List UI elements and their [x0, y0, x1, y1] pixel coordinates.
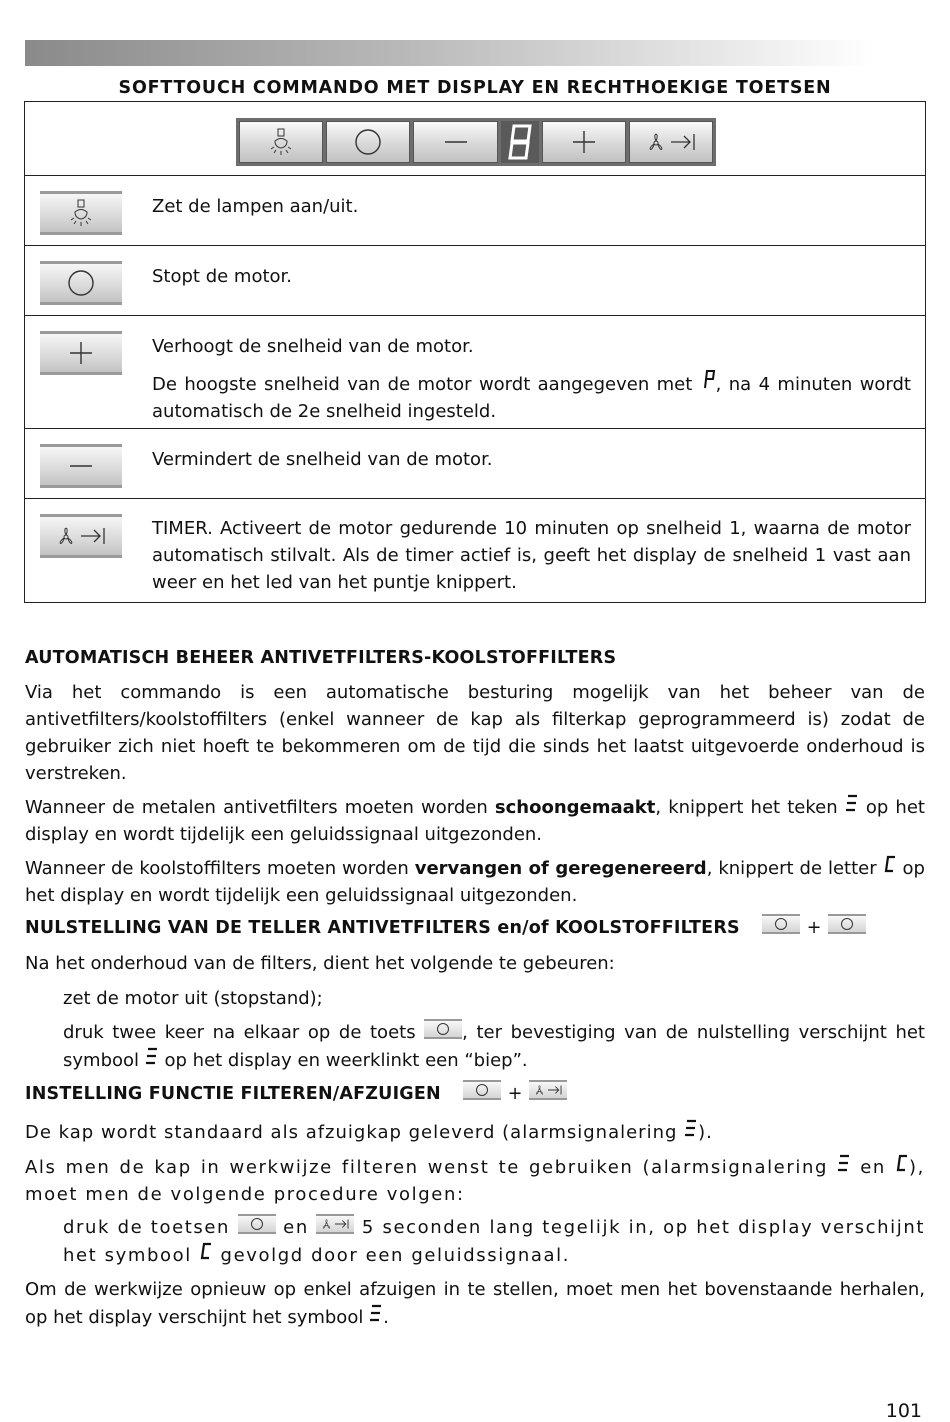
table-row-plus — [25, 315, 925, 428]
auto-filter-heading: AUTOMATISCH BEHEER ANTIVETFILTERS-KOOLSTOFFILTERS — [25, 648, 617, 668]
text: Als men de kap in werkwijze filteren wenst te gebruiken (alarmsignalering — [25, 1157, 828, 1178]
heading-text: KOOLSTOFFILTERS — [555, 918, 740, 938]
mode-step — [63, 1214, 925, 1269]
plus-key — [40, 331, 122, 375]
text-bold: schoongemaakt — [494, 797, 656, 818]
segment-8-icon — [507, 123, 533, 161]
reset-heading — [25, 918, 866, 938]
minus-icon — [66, 451, 96, 481]
minus-icon — [441, 127, 471, 157]
grease-filter-symbol-icon — [145, 1046, 159, 1066]
stop-key-mini — [463, 1080, 501, 1100]
text: druk de toetsen — [63, 1217, 231, 1238]
reset-step-1: zet de motor uit (stopstand); — [63, 988, 323, 1009]
circle-icon — [66, 268, 96, 298]
text: ). — [698, 1122, 713, 1143]
row-description — [152, 333, 911, 425]
stop-key-mini — [424, 1019, 462, 1039]
fan-timer-icon — [51, 522, 111, 550]
stop-key — [40, 261, 122, 305]
text: Wanneer de metalen antivetfilters moeten worden — [25, 797, 495, 818]
carbon-filter-symbol-icon — [199, 1241, 213, 1261]
fan-timer-icon — [641, 128, 701, 156]
row-description: Zet de lampen aan/uit. — [152, 196, 359, 217]
mode-paragraph-3 — [25, 1276, 925, 1331]
minus-key — [40, 444, 122, 488]
segment-p-icon — [700, 368, 716, 390]
lamp-key — [40, 191, 122, 235]
text: gevolgd door een geluidssignaal. — [220, 1245, 571, 1266]
heading-text: en/of — [491, 918, 556, 938]
text: , knippert de letter — [706, 858, 877, 879]
stop-key-mini — [238, 1214, 276, 1234]
description-line — [152, 368, 911, 425]
timer-key-mini — [316, 1214, 354, 1234]
lamp-icon — [68, 198, 94, 228]
text: , knippert het teken — [655, 797, 838, 818]
text: druk twee keer na elkaar op de toets — [63, 1022, 416, 1043]
reset-intro: Na het onderhoud van de filters, dient het volgende te gebeuren: — [25, 953, 615, 974]
text: Wanneer de koolstoffilters moeten worden — [25, 858, 415, 879]
text: Om de werkwijze opnieuw op enkel afzuigen in te stellen, moet men het bovenstaande herhalen, op het display verschijnt het symbool — [25, 1279, 925, 1328]
circle-icon — [774, 917, 788, 931]
heading-text: NULSTELLING VAN DE TELLER ANTIVETFILTERS — [25, 918, 492, 938]
plus-sign: + — [507, 1084, 523, 1104]
table-row-minus — [25, 428, 925, 498]
description-text: De hoogste snelheid van de motor wordt aangegeven met — [152, 374, 693, 395]
header-gradient-bar — [25, 40, 875, 66]
panel-lamp-key — [239, 121, 323, 163]
fan-timer-icon — [318, 1216, 352, 1232]
text: . — [383, 1307, 389, 1328]
plus-sign: + — [806, 918, 822, 938]
control-panel-row — [25, 102, 925, 175]
mode-heading — [25, 1084, 567, 1104]
table-row-timer — [25, 498, 925, 602]
plus-icon — [66, 338, 96, 368]
grease-filter-symbol-icon — [684, 1118, 698, 1138]
circle-icon — [840, 917, 854, 931]
section-title: SOFTTOUCH COMMANDO MET DISPLAY EN RECHTHOEKIGE TOETSEN — [118, 78, 832, 98]
text: op het display en weerklinkt een “biep”. — [164, 1050, 528, 1071]
row-description: TIMER. Activeert de motor gedurende 10 minuten op snelheid 1, waarna de motor automatisch stilvalt. Als de timer actief is, geeft het display de snelheid 1 vast aan weer en het led van het puntje knippert. — [152, 518, 911, 593]
heading-text: INSTELLING FUNCTIE FILTEREN/AFZUIGEN — [25, 1084, 441, 1104]
stop-key-mini — [762, 914, 800, 934]
control-panel-illustration — [236, 118, 716, 166]
timer-key — [40, 514, 122, 558]
panel-plus-key — [542, 121, 626, 163]
lamp-icon — [268, 127, 294, 157]
auto-paragraph-1: Via het commando is een automatische besturing mogelijk van het beheer van de antivetfilters/koolstoffilters (enkel wanneer de kap als filterkap geprogrammeerd is) zodat de gebruiker zich niet hoeft te bekommeren om de tijd die sinds het laatst uitgevoerde onderhoud is verstreken. — [25, 682, 925, 784]
carbon-filter-symbol-icon — [883, 854, 897, 874]
carbon-filter-symbol-icon — [895, 1153, 909, 1173]
mode-paragraph-1 — [25, 1118, 925, 1146]
controls-table — [24, 101, 926, 603]
text: De kap wordt standaard als afzuigkap geleverd (alarmsignalering — [25, 1122, 678, 1143]
text: ), moet men de volgende procedure volgen: — [25, 1157, 925, 1205]
reset-step-2 — [63, 1019, 925, 1074]
table-row-lamp — [25, 175, 925, 245]
text: en — [860, 1157, 886, 1178]
table-row-stop — [25, 245, 925, 315]
panel-stop-key — [326, 121, 410, 163]
circle-icon — [436, 1022, 450, 1036]
description-text: , na 4 minuten wordt automatisch de 2e snelheid ingesteld. — [152, 374, 911, 422]
auto-paragraph-3 — [25, 854, 925, 909]
grease-filter-symbol-icon — [845, 793, 859, 813]
circle-icon — [250, 1217, 264, 1231]
plus-icon — [569, 127, 599, 157]
panel-seven-segment-display — [501, 121, 539, 163]
mode-paragraph-2 — [25, 1153, 925, 1208]
description-line: Verhoogt de snelheid van de motor. — [152, 336, 474, 357]
text: 5 seconden lang tegelijk in, op het display verschijnt het symbool — [63, 1217, 926, 1266]
page-number: 101 — [885, 1400, 922, 1422]
row-description: Vermindert de snelheid van de motor. — [152, 449, 493, 470]
grease-filter-symbol-icon — [369, 1303, 383, 1323]
grease-filter-symbol-icon — [837, 1153, 851, 1173]
stop-key-mini — [828, 914, 866, 934]
text: op het display en wordt tijdelijk een geluidssignaal uitgezonden. — [25, 858, 925, 906]
auto-paragraph-2 — [25, 793, 925, 848]
text: en — [283, 1217, 309, 1238]
panel-minus-key — [413, 121, 497, 163]
timer-key-mini — [529, 1080, 567, 1100]
circle-icon — [475, 1083, 489, 1097]
text-bold: vervangen of geregenereerd — [414, 858, 707, 879]
row-description: Stopt de motor. — [152, 266, 293, 287]
text: , ter bevestiging van de nulstelling verschijnt het symbool — [63, 1022, 925, 1071]
panel-timer-key — [629, 121, 713, 163]
fan-timer-icon — [531, 1082, 565, 1098]
text: op het display en wordt tijdelijk een geluidssignaal uitgezonden. — [25, 797, 925, 845]
circle-icon — [353, 127, 383, 157]
